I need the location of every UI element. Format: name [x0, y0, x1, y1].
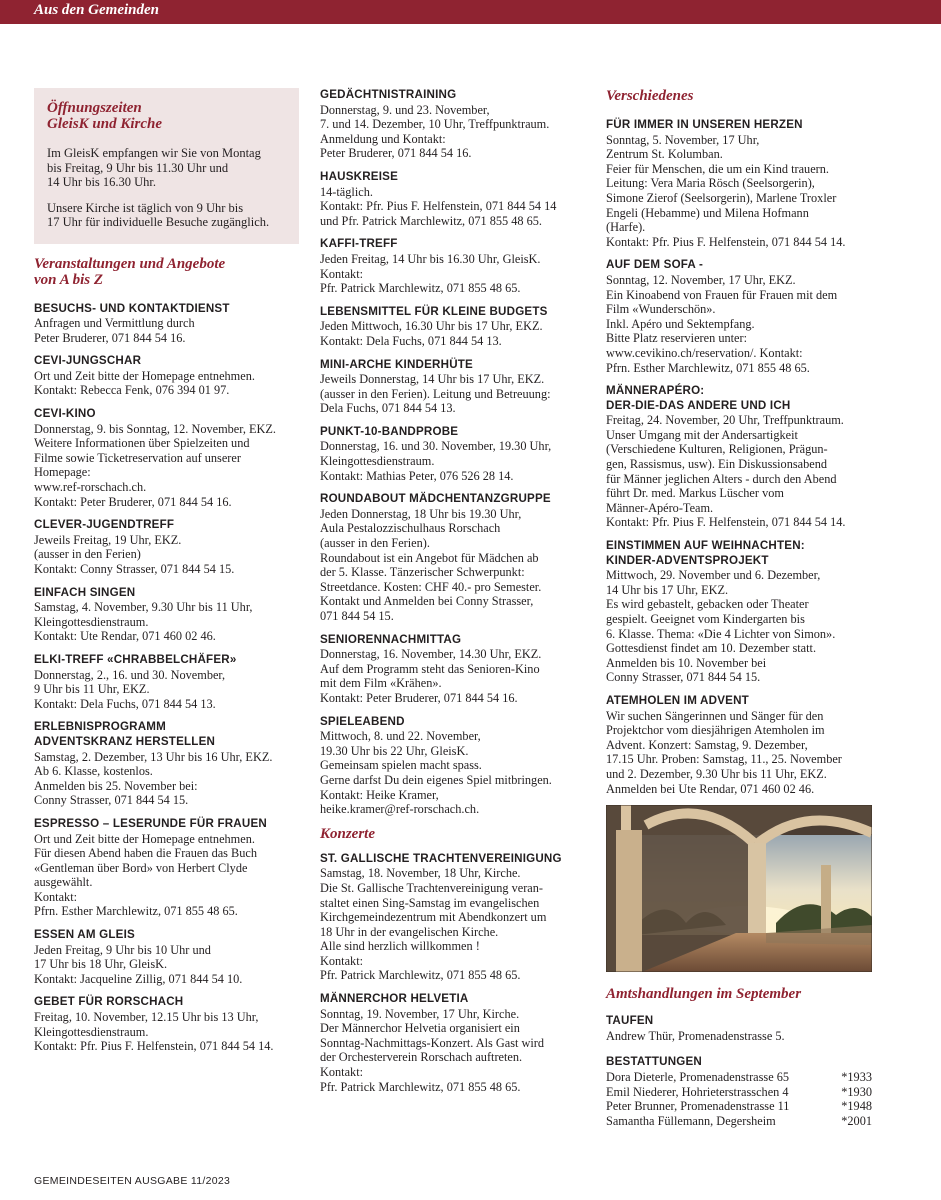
event-entry-text: Samstag, 4. November, 9.30 Uhr bis 11 Uhr, Kleingottesdienstraum. Kontakt: Ute Rendar, 071 460 02 46.: [34, 600, 253, 644]
event-entry: [320, 88, 588, 161]
event-entry: [320, 170, 588, 228]
concert-entry: [320, 992, 588, 1094]
bestattung-year: *2001: [841, 1113, 872, 1128]
bestattung-row: [606, 1099, 872, 1114]
event-entry: [320, 425, 588, 483]
event-entry-text: Jeweils Freitag, 19 Uhr, EKZ. (ausser in den Ferien) Kontakt: Conny Strasser, 071 844 54 15.: [34, 532, 235, 576]
page-footer: GEMEINDESEITEN AUSGABE 11/2023: [34, 1175, 231, 1187]
event-entry-text: Freitag, 10. November, 12.15 Uhr bis 13 Uhr, Kleingottesdienstraum. Kontakt: Pfr. Pius F. Helfenstein, 071 844 54 14.: [34, 1010, 274, 1054]
misc-entry-title: MÄNNERAPÉRO: DER-DIE-DAS ANDERE UND ICH: [606, 384, 791, 412]
church-hours-text: Unsere Kirche ist täglich von 9 Uhr bis 17 Uhr für individuelle Besuche zugänglich.: [47, 200, 270, 229]
misc-entry-text: Sonntag, 5. November, 17 Uhr, Zentrum St. Kolumban. Feier für Menschen, die um ein Kind trauern. Leitung: Vera Maria Rösch (Seelsorgerin), Simone Zierof (Seelsorgerin), Marlene Troxler Engeli (Hebamme) und Milena Hofmann (Harfe). Kontakt: Pfr. Pius F. Helfenstein, 071 844 54 14.: [606, 132, 846, 249]
misc-entry: [606, 118, 872, 249]
event-entry: [320, 715, 588, 817]
taufen-text: Andrew Thür, Promenadenstrasse 5.: [606, 1028, 785, 1043]
event-entry-title: ESPRESSO – LESERUNDE FÜR FRAUEN: [34, 816, 267, 830]
event-entry: [34, 407, 299, 509]
bestattung-name: Dora Dieterle, Promenadenstrasse 65: [606, 1069, 790, 1084]
misc-entry: [606, 258, 872, 375]
event-entry-title: SENIORENNACHMITTAG: [320, 632, 462, 646]
concerts-list: [320, 852, 588, 1095]
event-entry-title: ELKI-TREFF «CHRABBELCHÄFER»: [34, 652, 237, 666]
event-entry-text: Jeden Freitag, 9 Uhr bis 10 Uhr und 17 Uhr bis 18 Uhr, GleisK. Kontakt: Jacqueline Zillig, 071 844 54 10.: [34, 942, 243, 986]
event-entry: [34, 928, 299, 986]
bestattung-name: Samantha Füllemann, Degersheim: [606, 1113, 776, 1128]
section-header-title: Aus den Gemeinden: [34, 2, 160, 18]
bestattung-name: Emil Niederer, Hohrieterstrasschen 4: [606, 1084, 789, 1099]
bestattungen-list: [606, 1070, 872, 1128]
event-entry: [34, 518, 299, 576]
misc-entry: [606, 694, 872, 796]
misc-entry-title: EINSTIMMEN AUF WEIHNACHTEN: KINDER-ADVENTSPROJEKT: [606, 539, 805, 567]
taufen-entry: [606, 1014, 872, 1043]
opening-hours-text: Im GleisK empfangen wir Sie von Montag bis Freitag, 9 Uhr bis 11.30 Uhr und 14 Uhr bis 16.30 Uhr.: [47, 146, 261, 189]
bestattung-row: [606, 1070, 872, 1085]
event-entry: [34, 302, 299, 346]
misc-entry-title: ATEMHOLEN IM ADVENT: [606, 693, 749, 707]
amtshandlungen-section-title: Amtshandlungen im September: [606, 986, 802, 1003]
event-entry-text: Mittwoch, 8. und 22. November, 19.30 Uhr bis 22 Uhr, GleisK. Gemeinsam spielen macht spass. Gerne darfst Du dein eigenes Spiel mitbringen. Kontakt: Heike Kramer, heike.kramer@ref-rorschach.ch.: [320, 729, 552, 817]
events-list-continued: [320, 88, 588, 817]
concert-entry-text: Samstag, 18. November, 18 Uhr, Kirche. Die St. Gallische Trachtenvereinigung veran- staltet einen Sing-Samstag im evangelischen Kirchgemeindezentrum mit Abendkonzert um 18 Uhr in der evangelischen Kirche. Alle sind herzlich willkommen ! Kontakt: Pfr. Patrick Marchlewitz, 071 855 48 65.: [320, 866, 547, 983]
event-entry-title: CLEVER-JUGENDTREFF: [34, 518, 175, 532]
event-entry: [320, 358, 588, 416]
event-entry-text: Samstag, 2. Dezember, 13 Uhr bis 16 Uhr, EKZ. Ab 6. Klasse, kostenlos. Anmelden bis 25. November bei: Conny Strasser, 071 844 54 15.: [34, 749, 273, 808]
misc-entry-title: FÜR IMMER IN UNSEREN HERZEN: [606, 118, 803, 131]
event-entry: [34, 653, 299, 711]
event-entry: [34, 354, 299, 398]
event-entry-title: PUNKT-10-BANDPROBE: [320, 424, 459, 438]
misc-entry-text: Mittwoch, 29. November und 6. Dezember, 14 Uhr bis 17 Uhr, EKZ. Es wird gebastelt, gebacken oder Theater gespielt. Geeignet vom Kindergarten bis 6. Klasse. Thema: «Die 4 Lichter von Simon». Gottesdienst findet am 10. Dezember statt. Anmelden bis 10. November bei Conny Strasser, 071 844 54 15.: [606, 568, 836, 685]
column-right: [606, 88, 872, 1128]
event-entry: [320, 305, 588, 349]
event-entry-title: KAFFI-TREFF: [320, 237, 398, 251]
column-left: [34, 88, 299, 1063]
events-section-title: Veranstaltungen und Angebote von A bis Z: [34, 255, 226, 288]
event-entry: [320, 633, 588, 706]
event-entry: [34, 720, 299, 808]
event-entry-text: Ort und Zeit bitte der Homepage entnehmen. Für diesen Abend haben die Frauen das Buch «Gentleman über Bord» von Herbert Clyde ausgewählt. Kontakt: Pfrn. Esther Marchlewitz, 071 855 48 65.: [34, 831, 258, 919]
event-entry-text: Jeden Mittwoch, 16.30 Uhr bis 17 Uhr, EKZ. Kontakt: Dela Fuchs, 071 844 54 13.: [320, 319, 543, 348]
event-entry-title: EINFACH SINGEN: [34, 585, 136, 599]
misc-section-title: Verschiedenes: [606, 88, 694, 104]
bestattung-name: Peter Brunner, Promenadenstrasse 11: [606, 1099, 790, 1114]
event-entry-text: 14-täglich. Kontakt: Pfr. Pius F. Helfenstein, 071 844 54 14 und Pfr. Patrick Marchlewitz, 071 855 48 65.: [320, 184, 557, 228]
event-entry: [34, 586, 299, 644]
event-entry-title: ESSEN AM GLEIS: [34, 928, 135, 942]
misc-entry-text: Sonntag, 12. November, 17 Uhr, EKZ. Ein Kinoabend von Frauen für Frauen mit dem Film «Wunderschön». Inkl. Apéro und Sektempfang. Bitte Platz reservieren unter: www.cevikino.ch/reservation/. Kontakt: Pfrn. Esther Marchlewitz, 071 855 48 65.: [606, 272, 838, 375]
event-entry-text: Ort und Zeit bitte der Homepage entnehmen. Kontakt: Rebecca Fenk, 076 394 01 97.: [34, 368, 255, 398]
event-entry-title: CEVI-JUNGSCHAR: [34, 354, 142, 368]
event-entry-title: CEVI-KINO: [34, 407, 96, 421]
event-entry: [34, 995, 299, 1053]
event-entry-text: Jeweils Donnerstag, 14 Uhr bis 17 Uhr, EKZ. (ausser in den Ferien). Leitung und Betreuung: Dela Fuchs, 071 844 54 13.: [320, 372, 551, 416]
section-header-bar: [0, 0, 941, 24]
misc-list: [606, 118, 872, 796]
event-entry-title: MINI-ARCHE KINDERHÜTE: [320, 357, 473, 371]
concerts-section-title: Konzerte: [320, 825, 376, 842]
event-entry-text: Jeden Freitag, 14 Uhr bis 16.30 Uhr, GleisK. Kontakt: Pfr. Patrick Marchlewitz, 071 855 48 65.: [320, 251, 541, 296]
bestattung-year: *1930: [841, 1084, 872, 1099]
event-entry: [320, 492, 588, 623]
event-entry-title: BESUCHS- UND KONTAKTDIENST: [34, 301, 230, 315]
misc-entry-text: Freitag, 24. November, 20 Uhr, Treffpunktraum. Unser Umgang mit der Andersartigkeit (Verschiedene Kulturen, Religionen, Prägun- gen, Rassismus, usw). Ein Diskussionsabend für Männer jeglichen Alters - durch den Abend führt Dr. med. Markus Lüscher vom Männer-Apéro-Team. Kontakt: Pfr. Pius F. Helfenstein, 071 844 54 14.: [606, 413, 846, 530]
opening-hours-title: Öffnungszeiten GleisK und Kirche: [47, 100, 163, 132]
event-entry-title: ROUNDABOUT MÄDCHENTANZGRUPPE: [320, 492, 551, 506]
bestattung-row: [606, 1085, 872, 1100]
taufen-title: TAUFEN: [606, 1014, 654, 1028]
event-entry-text: Donnerstag, 16. November, 14.30 Uhr, EKZ. Auf dem Programm steht das Senioren-Kino mit dem Film «Krähen». Kontakt: Peter Bruderer, 071 844 54 16.: [320, 647, 542, 705]
concert-entry-text: Sonntag, 19. November, 17 Uhr, Kirche. Der Männerchor Helvetia organisiert ein Sonntag-Nachmittags-Konzert. Als Gast wird der Orchesterverein Rorschach auftreten. Kontakt: Pfr. Patrick Marchlewitz, 071 855 48 65.: [320, 1006, 545, 1094]
event-entry-text: Anfragen und Vermittlung durch Peter Bruderer, 071 844 54 16.: [34, 316, 195, 345]
event-entry-text: Donnerstag, 2., 16. und 30. November, 9 Uhr bis 11 Uhr, EKZ. Kontakt: Dela Fuchs, 071 844 54 13.: [34, 667, 226, 711]
opening-hours-box: [34, 88, 299, 244]
bestattungen-entry: [606, 1055, 872, 1128]
concert-entry-title: MÄNNERCHOR HELVETIA: [320, 992, 469, 1006]
concert-entry-title: ST. GALLISCHE TRACHTENVEREINIGUNG: [320, 851, 562, 865]
event-entry: [34, 817, 299, 919]
event-entry-title: ERLEBNISPROGRAMM ADVENTSKRANZ HERSTELLEN: [34, 720, 216, 748]
event-entry: [320, 237, 588, 295]
event-entry-title: HAUSKREISE: [320, 169, 399, 183]
bestattung-year: *1948: [841, 1099, 872, 1114]
bestattung-row: [606, 1114, 872, 1129]
misc-entry: [606, 539, 872, 685]
event-entry-text: Donnerstag, 9. und 23. November, 7. und 14. Dezember, 10 Uhr, Treffpunktraum. Anmeldung und Kontakt: Peter Bruderer, 071 844 54 16.: [320, 102, 550, 161]
events-list: [34, 302, 299, 1054]
event-entry-title: LEBENSMITTEL FÜR KLEINE BUDGETS: [320, 304, 548, 318]
misc-entry: [606, 384, 872, 530]
bestattungen-title: BESTATTUNGEN: [606, 1055, 703, 1069]
event-entry-text: Donnerstag, 16. und 30. November, 19.30 Uhr, Kleingottesdienstraum. Kontakt: Mathias Peter, 076 526 28 14.: [320, 439, 552, 483]
bestattung-year: *1933: [841, 1069, 872, 1084]
event-entry-title: GEDÄCHTNISTRAINING: [320, 88, 457, 101]
event-entry-text: Jeden Donnerstag, 18 Uhr bis 19.30 Uhr, Aula Pestalozzischulhaus Rorschach (ausser in den Ferien). Roundabout ist ein Angebot für Mädchen ab der 5. Klasse. Tänzerischer Schwerpunkt: Streetdance. Kosten: CHF 40.- pro Semester. Kontakt und Anmelden bei Conny Strasser, 071 844 54 15.: [320, 506, 542, 623]
event-entry-text: Donnerstag, 9. bis Sonntag, 12. November, EKZ. Weitere Informationen über Spielzeiten und Filme sowie Ticketreservation auf unserer Homepage: www.ref-rorschach.ch. Kontakt: Peter Bruderer, 071 844 54 16.: [34, 421, 276, 509]
column-middle: [320, 88, 588, 1103]
misc-entry-text: Wir suchen Sängerinnen und Sänger für den Projektchor vom diesjährigen Atemholen im Advent. Konzert: Samstag, 9. Dezember, 17.15 Uhr. Proben: Samstag, 11., 25. November und 2. Dezember, 9.30 Uhr bis 11 Uhr, EKZ. Anmelden bei Ute Rendar, 071 460 02 46.: [606, 708, 842, 796]
event-entry-title: GEBET FÜR RORSCHACH: [34, 995, 184, 1009]
misc-entry-title: AUF DEM SOFA -: [606, 258, 704, 272]
event-entry-title: SPIELEABEND: [320, 714, 405, 728]
arcade-photo: [606, 805, 872, 972]
concert-entry: [320, 852, 588, 983]
